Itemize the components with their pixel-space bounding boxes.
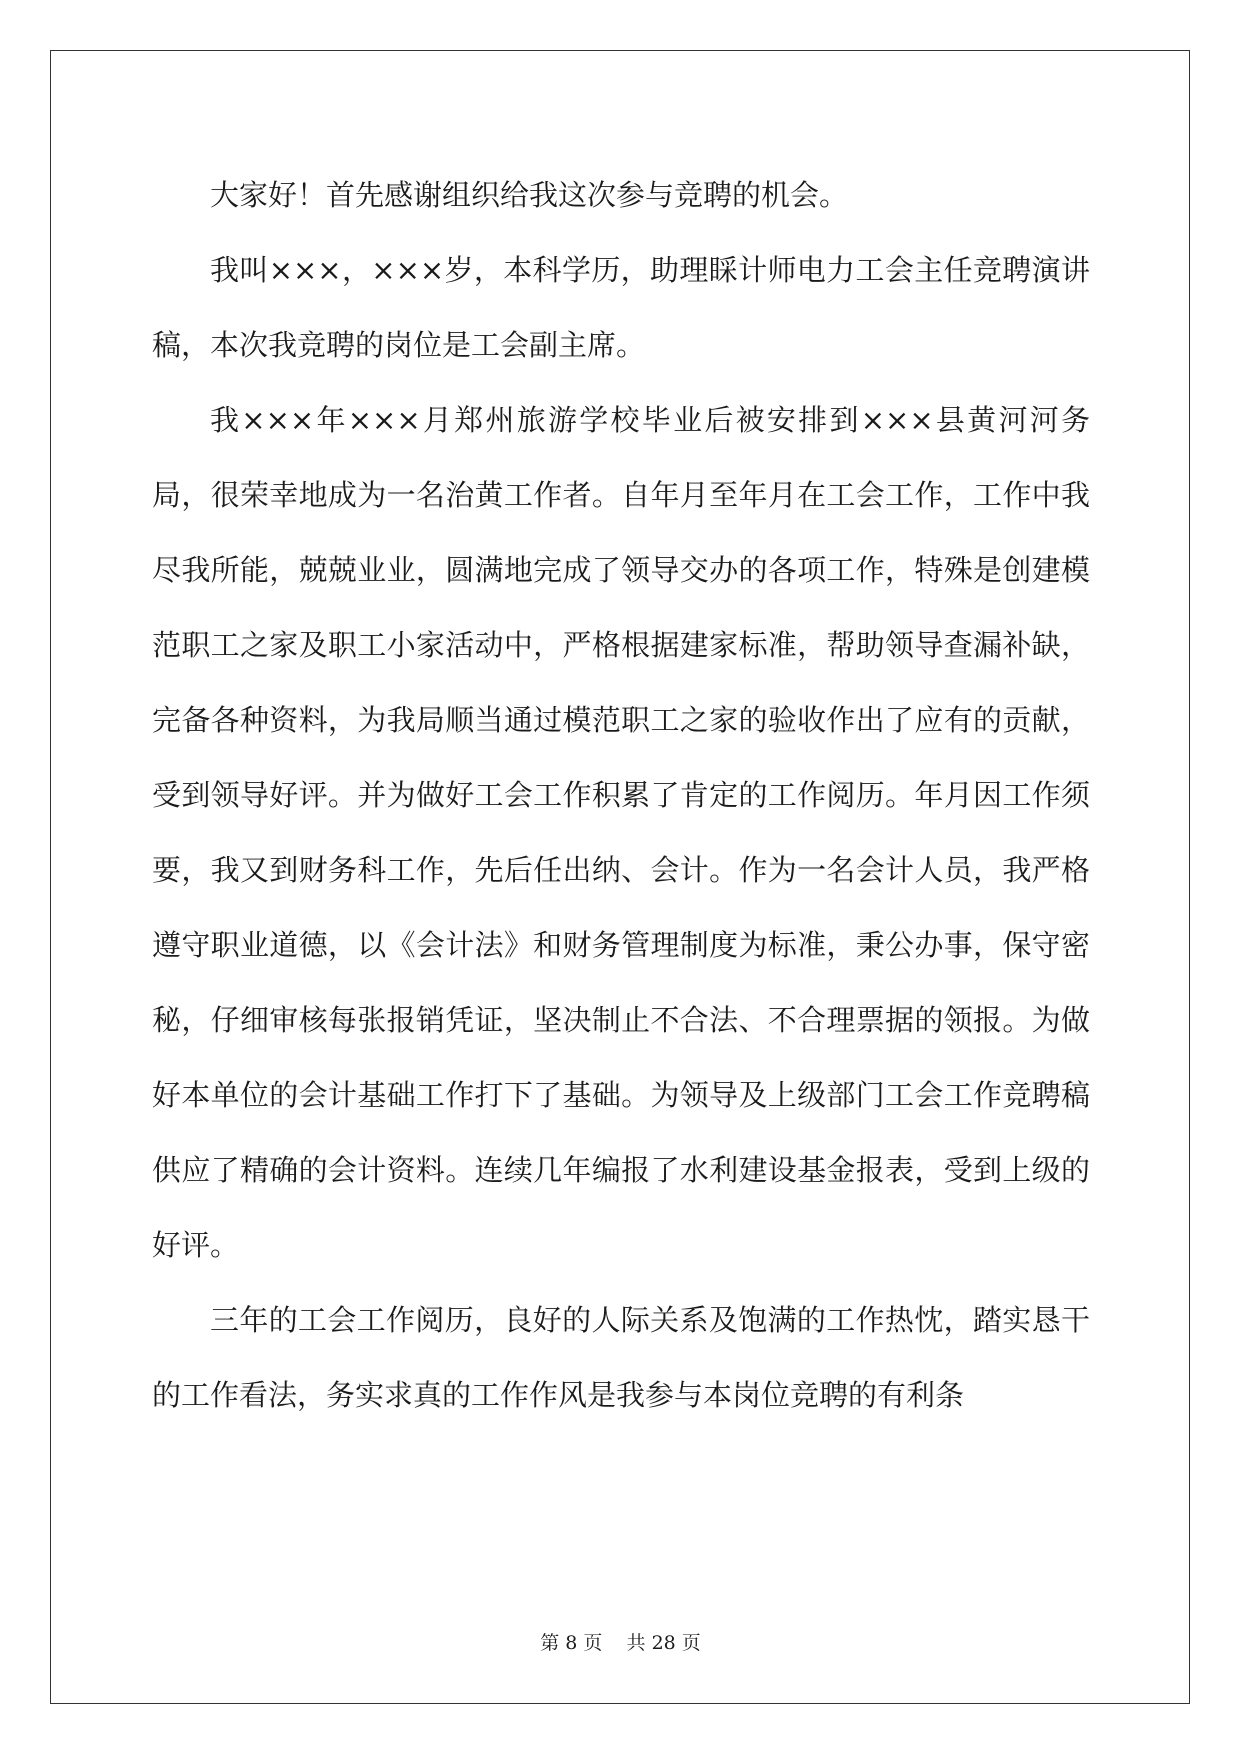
paragraph-work-history: 我×××年×××月郑州旅游学校毕业后被安排到×××县黄河河务局，很荣幸地成为一名治黄工作者。自年月至年月在工会工作，工作中我尽我所能，兢兢业业，圆满地完成了领导交办的各项工作，特殊是创建模范职工之家及职工小家活动中，严格根据建家标准，帮助领导查漏补缺，完备各种资料，为我局顺当通过模范职工之家的验收作出了应有的贡献，受到领导好评。并为做好工会工作积累了肯定的工作阅历。年月因工作须要，我又到财务科工作，先后任出纳、会计。作为一名会计人员，我严格遵守职业道德，以《会计法》和财务管理制度为标准，秉公办事，保守密秘，仔细审核每张报销凭证，坚决制止不合法、不合理票据的领报。为做好本单位的会计基础工作打下了基础。为领导及上级部门工会工作竞聘稿供应了精确的会计资料。连续几年编报了水利建设基金报表，受到上级的好评。 — [152, 403, 1090, 1262]
total-pages: 共 28 页 — [626, 1632, 701, 1654]
page-number: 第 8 页 — [540, 1632, 603, 1654]
document-body — [152, 158, 1090, 1433]
paragraph-advantages: 三年的工会工作阅历，良好的人际关系及饱满的工作热忱，踏实恳干的工作看法，务实求真的工作作风是我参与本岗位竞聘的有利条 — [152, 1303, 1090, 1412]
page-footer — [0, 1628, 1241, 1655]
paragraph-introduction: 我叫×××，×××岁，本科学历，助理睬计师电力工会主任竞聘演讲稿，本次我竞聘的岗位是工会副主席。 — [152, 253, 1090, 362]
paragraph-greeting: 大家好！首先感谢组织给我这次参与竞聘的机会。 — [210, 178, 849, 212]
